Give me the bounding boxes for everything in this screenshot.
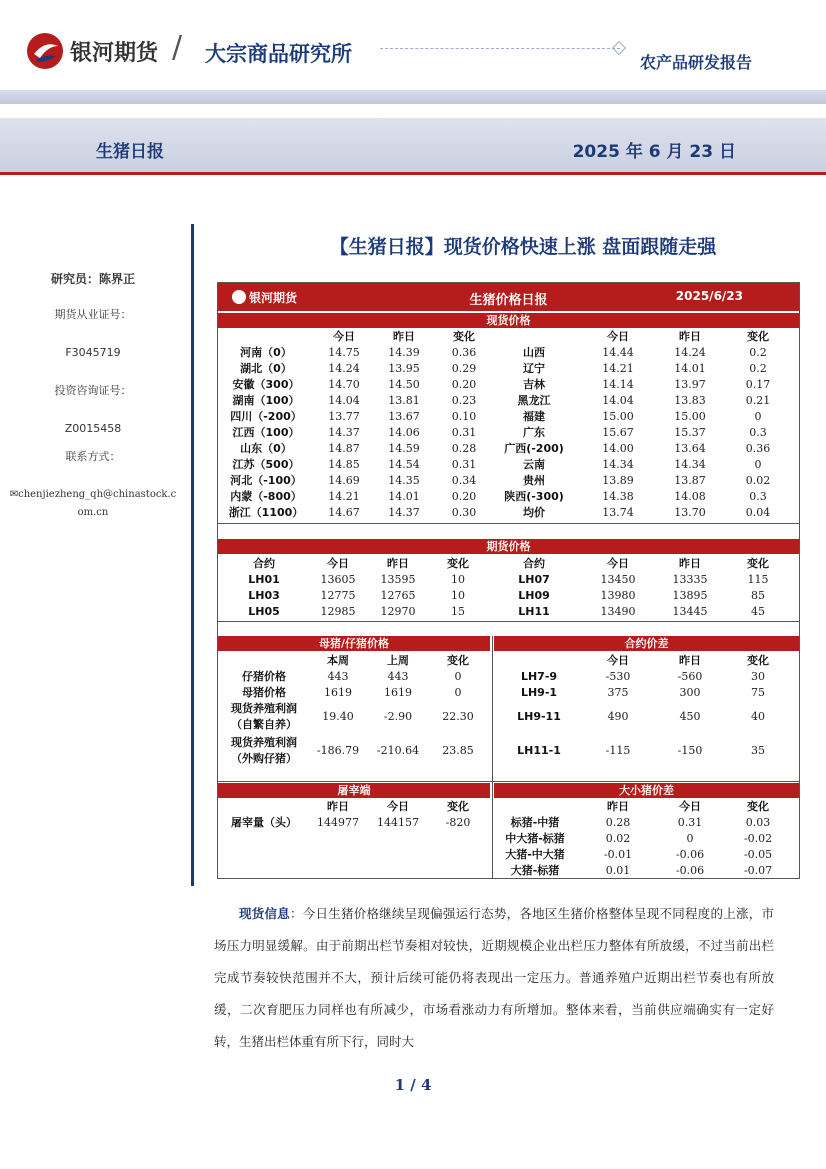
spread-header: 昨日 (679, 654, 701, 667)
spot-value: 0.36 (451, 346, 477, 359)
sow-value: 443 (387, 670, 409, 683)
spot-value: 0.2 (749, 346, 767, 359)
spot-value: 14.85 (328, 458, 360, 471)
spot-region: 内蒙（-800） (230, 490, 302, 503)
spot-value: 14.34 (602, 458, 634, 471)
spread-cell: LH9-11 (517, 710, 561, 723)
page-number: 1 / 4 (394, 1076, 432, 1094)
spread-cell: LH9-1 (520, 686, 558, 699)
spot-value: 13.81 (388, 394, 420, 407)
futures-cell: 12970 (380, 605, 416, 618)
slaughter-header: 变化 (447, 800, 469, 813)
spot-value: 14.21 (328, 490, 360, 503)
spot-value: 15.37 (674, 426, 706, 439)
slaughter-header: 今日 (387, 800, 409, 813)
spot-left-header: 今日 (333, 330, 355, 343)
spot-value: 14.70 (328, 378, 360, 391)
spot-region: 云南 (523, 458, 545, 471)
spot-value: 14.24 (328, 362, 360, 375)
futures-cell: 15 (451, 605, 465, 618)
size-spread-cell: 中大猪-标猪 (505, 832, 565, 845)
spot-section-bar: 现货价格 (218, 313, 799, 328)
spot-region: 河南（0） (240, 346, 292, 359)
futures-cell: LH03 (248, 589, 280, 602)
sow-value: -210.64 (376, 744, 420, 757)
futures-cell: 12775 (320, 589, 356, 602)
spot-value: 0.29 (451, 362, 477, 375)
futures-cell: 13450 (600, 573, 636, 586)
table-date: 2025/6/23 (675, 289, 743, 303)
spot-region: 安徽（300） (232, 378, 300, 391)
size-spread-cell: -0.01 (603, 848, 633, 861)
spot-region: 四川（-200） (230, 410, 302, 423)
size-spread-cell: -0.06 (675, 864, 705, 877)
spot-value: 0.21 (745, 394, 771, 407)
spot-value: 13.77 (328, 410, 360, 423)
researcher-sidebar (0, 265, 186, 521)
spot-right-header: 变化 (747, 330, 769, 343)
spread-cell: 30 (751, 670, 765, 683)
futures-cell: LH05 (248, 605, 280, 618)
spot-region: 吉林 (523, 378, 545, 391)
spot-value: 13.64 (674, 442, 706, 455)
futures-cell: LH01 (248, 573, 280, 586)
table-title: 生猪价格日报 (469, 293, 548, 308)
futures-cell: 13605 (320, 573, 356, 586)
section-vdivider (492, 636, 493, 783)
sow-row-label: 仔猪价格 (242, 670, 286, 683)
spot-value: 14.04 (328, 394, 360, 407)
spot-right-header: 今日 (607, 330, 629, 343)
spot-region: 广西(-200) (504, 442, 564, 455)
spot-region: 辽宁 (523, 362, 545, 375)
spread-cell: 35 (751, 744, 765, 757)
spread-cell: 375 (607, 686, 629, 699)
size-spread-cell: -0.06 (675, 848, 705, 861)
size-spread-cell: 0.31 (677, 816, 703, 829)
spread-cell: LH7-9 (520, 670, 558, 683)
futures-left-header: 合约 (253, 557, 275, 570)
spot-value: 14.59 (388, 442, 420, 455)
futures-right-header: 昨日 (679, 557, 701, 570)
spot-value: 0.36 (745, 442, 771, 455)
contact-label: 联系方式： (65, 450, 121, 463)
size-spread-cell: 0.02 (605, 832, 631, 845)
spot-value: 0.3 (749, 426, 767, 439)
spot-value: 14.54 (388, 458, 420, 471)
spot-value: 13.74 (602, 506, 634, 519)
sow-header: 本周 (327, 654, 349, 667)
futures-cell: LH11 (518, 605, 550, 618)
spot-value: 14.35 (388, 474, 420, 487)
futures-cell: 13335 (672, 573, 708, 586)
spot-value: 14.44 (602, 346, 634, 359)
futures-cell: 12765 (380, 589, 416, 602)
sow-value: -2.90 (383, 710, 413, 723)
sow-value: -186.79 (316, 744, 360, 757)
slaughter-cell: -820 (445, 816, 471, 829)
spread-cell: -150 (677, 744, 703, 757)
spot-value: 0.31 (451, 426, 477, 439)
spot-value: 14.50 (388, 378, 420, 391)
spot-value: 13.67 (388, 410, 420, 423)
futures-left-header: 今日 (327, 557, 349, 570)
slaughter-cell: 144977 (317, 816, 359, 829)
spot-value: 14.69 (328, 474, 360, 487)
researcher-name: 研究员：陈界正 (50, 272, 135, 286)
spot-value: 14.34 (674, 458, 706, 471)
spot-value: 0.2 (749, 362, 767, 375)
report-type: 农产品研发报告 (640, 53, 753, 72)
spot-region: 黑龙江 (517, 394, 551, 407)
spread-header: 今日 (607, 654, 629, 667)
futures-right-header: 今日 (607, 557, 629, 570)
report-title: 【生猪日报】现货价格快速上涨 盘面跟随走强 (329, 236, 717, 258)
spot-info-label: 现货信息 (239, 906, 290, 921)
sidebar-divider (191, 224, 194, 886)
brand-divider: / (172, 30, 183, 65)
spot-value: 14.38 (602, 490, 634, 503)
spot-left-header: 昨日 (393, 330, 415, 343)
report-date: 2025 年 6 月 23 日 (572, 142, 736, 162)
spot-region: 河北（-100） (230, 474, 302, 487)
galaxy-logo-icon (26, 32, 64, 70)
sow-value: 22.30 (442, 710, 474, 723)
spot-region: 广东 (523, 426, 545, 439)
sow-row-sublabel: （自繁自养） (231, 718, 297, 731)
email-line-2[interactable]: om.cn (77, 507, 109, 518)
futures-cell: 115 (747, 573, 769, 586)
spot-value: 14.00 (602, 442, 634, 455)
spot-region: 山东（0） (240, 442, 292, 455)
spot-value: 14.37 (328, 426, 360, 439)
futures-left-header: 昨日 (387, 557, 409, 570)
spot-value: 15.00 (602, 410, 634, 423)
daily-label: 生猪日报 (96, 142, 164, 162)
futures-cell: 45 (751, 605, 765, 618)
spot-region: 均价 (523, 506, 545, 519)
spread-header: 变化 (747, 654, 769, 667)
spot-value: 0 (754, 410, 762, 423)
size-spread-header: 今日 (679, 800, 701, 813)
table-brand: 银河期货 (232, 289, 297, 306)
spot-info-text: ：今日生猪价格继续呈现偏强运行态势，各地区生猪价格整体呈现不同程度的上涨，市场压力明显缓解。由于前期出栏节奏相对较快，近期规模企业出栏压力整体有所放缓，不过当前出栏完成节奏较快范围并不大，预计后续可能仍将表现出一定压力。普通养殖户近期出栏节奏也有所放缓，二次育肥压力同样也有所减少，市场看涨动力有所增加。整体来看，当前供应端确实有一定好转，生猪出栏体重有所下行，同时大 (214, 906, 774, 1049)
size-spread-cell: 0 (686, 832, 694, 845)
spread-cell: 75 (751, 686, 765, 699)
spot-value: 0 (754, 458, 762, 471)
section-divider (218, 621, 799, 622)
size-spread-header: 昨日 (607, 800, 629, 813)
mail-icon: ✉ (9, 489, 19, 500)
section-vdivider (492, 783, 493, 879)
header-red-rule (0, 172, 826, 175)
sow-value: 23.85 (442, 744, 474, 757)
spot-value: 0.02 (745, 474, 771, 487)
spot-value: 0.10 (451, 410, 477, 423)
spot-left-header: 变化 (453, 330, 475, 343)
institute-name: 大宗商品研究所 (205, 42, 352, 66)
spread-cell: -115 (605, 744, 631, 757)
spot-value: 13.89 (602, 474, 634, 487)
futures-right-header: 变化 (747, 557, 769, 570)
slaughter-cell: 144157 (377, 816, 419, 829)
futures-right-header: 合约 (523, 557, 545, 570)
spot-value: 14.67 (328, 506, 360, 519)
spot-value: 14.39 (388, 346, 420, 359)
size-spread-cell: 标猪-中猪 (510, 816, 560, 829)
spot-region: 江苏（500） (232, 458, 300, 471)
section-divider (218, 781, 799, 782)
spot-value: 0.20 (451, 378, 477, 391)
size-spread-cell: 0.01 (605, 864, 631, 877)
spot-value: 14.06 (388, 426, 420, 439)
futures-cell: 10 (451, 589, 465, 602)
table-header (218, 283, 799, 311)
futures-left-header: 变化 (447, 557, 469, 570)
size-spread-cell: 0.03 (745, 816, 771, 829)
header-dashed-line (380, 48, 620, 49)
size-spread-cell: -0.05 (743, 848, 773, 861)
futures-cell: 12985 (320, 605, 356, 618)
spot-region: 湖北（0） (240, 362, 292, 375)
spot-value: 13.87 (674, 474, 706, 487)
sow-header: 上周 (387, 654, 409, 667)
sow-value: 443 (327, 670, 349, 683)
futures-cell: LH07 (518, 573, 550, 586)
spot-value: 14.08 (674, 490, 706, 503)
spread-cell: LH11-1 (517, 744, 561, 757)
spot-value: 14.01 (388, 490, 420, 503)
sow-header: 变化 (447, 654, 469, 667)
futures-cell: LH09 (518, 589, 550, 602)
spot-value: 0.31 (451, 458, 477, 471)
spot-region: 浙江（1100） (228, 506, 304, 519)
size-spread-cell: -0.02 (743, 832, 773, 845)
size-spread-section-bar: 大小猪价差 (494, 783, 799, 798)
sow-row-sublabel: （外购仔猪） (231, 752, 297, 765)
sow-value: 1619 (384, 686, 412, 699)
spot-value: 14.24 (674, 346, 706, 359)
sow-value: 0 (454, 686, 462, 699)
futures-cell: 13490 (600, 605, 636, 618)
consult-label: 投资咨询证号： (54, 384, 132, 397)
sow-row-label: 现货养殖利润 (231, 736, 297, 749)
size-spread-cell: 大猪-中大猪 (505, 848, 565, 861)
spread-section-bar: 合约价差 (494, 636, 799, 651)
header-band-top (0, 90, 826, 104)
spot-value: 13.95 (388, 362, 420, 375)
price-table (217, 282, 800, 879)
spot-region: 湖南（100） (232, 394, 300, 407)
futures-cell: 10 (451, 573, 465, 586)
spot-value: 14.75 (328, 346, 360, 359)
size-spread-cell: 0.28 (605, 816, 631, 829)
spot-value: 14.37 (388, 506, 420, 519)
sow-piglet-section-bar: 母猪/仔猪价格 (218, 636, 490, 651)
size-spread-header: 变化 (747, 800, 769, 813)
futures-cell: 85 (751, 589, 765, 602)
spot-value: 13.70 (674, 506, 706, 519)
slaughter-section-bar: 屠宰端 (218, 783, 490, 798)
futures-section-bar: 期货价格 (218, 539, 799, 554)
spot-region: 福建 (523, 410, 545, 423)
spread-cell: 490 (607, 710, 629, 723)
spread-cell: -560 (677, 670, 703, 683)
report-header (0, 0, 826, 176)
spot-value: 14.14 (602, 378, 634, 391)
futures-cell: 13445 (672, 605, 708, 618)
header-diamond-icon (612, 41, 626, 55)
spot-region: 江西（100） (232, 426, 300, 439)
spread-cell: 40 (751, 710, 765, 723)
spot-region: 山西 (523, 346, 545, 359)
spot-region: 贵州 (523, 474, 545, 487)
spot-value: 14.01 (674, 362, 706, 375)
consult-number: Z0015458 (64, 422, 122, 435)
futures-cell: 13595 (380, 573, 416, 586)
sow-value: 0 (454, 670, 462, 683)
spot-region: 陕西(-300) (504, 490, 564, 503)
section-divider (218, 523, 799, 524)
spread-cell: 300 (679, 686, 701, 699)
spot-value: 0.28 (451, 442, 477, 455)
spot-value: 13.83 (674, 394, 706, 407)
spot-value: 0.23 (451, 394, 477, 407)
size-spread-cell: 大猪-标猪 (510, 864, 560, 877)
spot-value: 0.3 (749, 490, 767, 503)
spot-value: 15.00 (674, 410, 706, 423)
slaughter-cell: 屠宰量（头） (231, 816, 297, 829)
brand-name: 银河期货 (70, 41, 159, 66)
spot-value: 15.67 (602, 426, 634, 439)
spot-value: 0.17 (745, 378, 771, 391)
spot-info-paragraph (214, 898, 774, 1058)
sow-row-label: 现货养殖利润 (231, 702, 297, 715)
futures-cell: 13980 (600, 589, 636, 602)
spot-value: 0.04 (745, 506, 771, 519)
spread-cell: -530 (605, 670, 631, 683)
spot-value: 14.87 (328, 442, 360, 455)
spread-cell: 450 (679, 710, 701, 723)
spot-value: 14.21 (602, 362, 634, 375)
sow-value: 19.40 (322, 710, 354, 723)
spot-value: 14.04 (602, 394, 634, 407)
email-line[interactable]: ✉chenjiezheng_qh@chinastock.c (9, 489, 177, 500)
sow-value: 1619 (324, 686, 352, 699)
spot-value: 0.20 (451, 490, 477, 503)
license-number: F3045719 (65, 346, 121, 359)
spot-value: 0.34 (451, 474, 477, 487)
spot-value: 13.97 (674, 378, 706, 391)
slaughter-header: 昨日 (327, 800, 349, 813)
size-spread-cell: -0.07 (743, 864, 773, 877)
sow-row-label: 母猪价格 (242, 686, 286, 699)
spot-right-header: 昨日 (679, 330, 701, 343)
futures-cell: 13895 (672, 589, 708, 602)
spot-value: 0.30 (451, 506, 477, 519)
license-label: 期货从业证号： (54, 308, 132, 321)
